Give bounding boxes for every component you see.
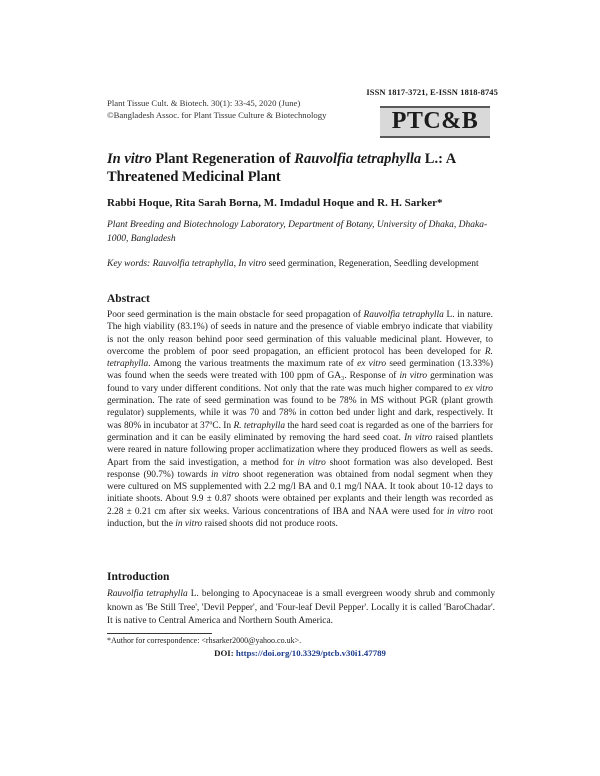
- abstract-run: Rauvolfia tetraphylla: [363, 310, 444, 320]
- abstract-run: R. tetraphylla: [107, 346, 493, 370]
- abstract-run: ex vitro: [357, 359, 387, 370]
- abstract-run: . Among the various treatments the maximum rate of: [148, 359, 358, 370]
- abstract-run: shoot regeneration was obtained from nodal segment when they were cultured on MS supplemented with 2.2 mg/l BA and 0.1 mg/l NAA. It took about 10-12 days to initiate shoots. About 9.9 ± 0.87 shoots were obtained per explants and their length was recorded as 2.28 ± 0.21 cm after six weeks. Various concentrations of IBA and NAA were used for: [107, 469, 493, 517]
- abstract-run: the hard seed coat is regarded as one of the barriers for germination and it can be easily eliminated by removing the hard seed coat.: [107, 420, 493, 443]
- intro-run: L. belonging to Apocynaceae is a small evergreen woody shrub and commonly known as 'Be Still Tree', 'Devil Pepper', and 'Four-leaf Devil Pepper'. Locally it is called 'BaroChadar'. It is native to Central America and Northern South America.: [107, 589, 496, 627]
- abstract-run: raised plantlets were reared in nature following proper acclimatization where they produced flowers as well as seeds. Apart from the said investigation, a method for: [107, 432, 493, 468]
- abstract-run: ex vitro: [464, 383, 493, 394]
- abstract-run: in vitro: [175, 519, 203, 530]
- introduction-paragraph: [107, 588, 495, 629]
- abstract-run: L. in nature. The high viability (83.1%) of seeds in nature and the presence of viable embryo indicate that viability is not the only reason behind poor seed germination of this valuable medicinal plant. However, to overcome the problem of poor seed propagation, an efficient protocol has been developed for: [107, 310, 493, 357]
- keyword-1: Rauvolfia tetraphylla: [150, 259, 234, 269]
- copyright-line: ©Bangladesh Assoc. for Plant Tissue Culture & Biotechnology: [107, 109, 327, 120]
- abstract-run: germination was found to vary under different conditions. Not only that the rate was much higher compared to: [107, 371, 494, 394]
- keywords: [107, 258, 497, 271]
- abstract-run: in vitro: [210, 469, 240, 480]
- keywords-label: Key words:: [107, 259, 151, 269]
- abstract-run: raised shoots did not produce roots.: [202, 519, 338, 530]
- title-italic-1: In vitro: [107, 151, 152, 167]
- keyword-2: In vitro: [238, 259, 267, 269]
- intro-run: Rauvolfia tetraphylla: [107, 589, 188, 599]
- keyword-sep: ,: [233, 259, 239, 269]
- title-text-1: Plant Regeneration of: [151, 151, 295, 167]
- journal-citation: [107, 98, 326, 121]
- keywords-rest: seed germination, Regeneration, Seedling development: [266, 259, 479, 269]
- abstract-body: [107, 309, 493, 530]
- abstract-run: seed germination (13.33%) was found when the seeds were treated with 100 ppm of GA₃. Response of: [107, 359, 493, 382]
- doi-link[interactable]: https://doi.org/10.3329/ptcb.v30i1.47789: [235, 648, 386, 658]
- author-list: Rabbi Hoque, Rita Sarah Borna, M. Imdadul Hoque and R. H. Sarker*: [107, 197, 443, 209]
- abstract-run: germination. The rate of seed germination was found to be 78% in MS without PGR (plant growth regulator) supplements, while it was 70 and 78% in cotton bed under light and dark, respectively. It was 80% in incubator at 37ºC. In: [107, 396, 493, 431]
- footnote-rule: [107, 633, 212, 634]
- paper-title: [107, 150, 507, 186]
- abstract-run: In vitro: [404, 432, 433, 443]
- abstract-run: root induction, but the: [107, 506, 494, 530]
- title-italic-2: Rauvolfia tetraphylla: [294, 151, 422, 167]
- issn-line: ISSN 1817-3721, E-ISSN 1818-8745: [366, 87, 498, 97]
- journal-logo: PTC&B: [380, 106, 490, 138]
- abstract-run: R. tetraphylla: [233, 420, 286, 431]
- doi-label: DOI:: [214, 648, 236, 658]
- abstract-run: in vitro: [297, 457, 326, 468]
- abstract-heading: Abstract: [107, 293, 150, 305]
- introduction-body: [107, 588, 495, 629]
- doi-line: [0, 648, 600, 658]
- title-text-2: L.: A Threatened Medicinal Plant: [107, 151, 456, 185]
- abstract-run: Poor seed germination is the main obstacle for seed propagation of: [107, 310, 364, 320]
- correspondence-footnote: *Author for correspondence: <rhsarker2000@yahoo.co.uk>.: [107, 636, 302, 645]
- abstract-run: shoot formation was also developed. Best response (90.7%) towards: [107, 457, 493, 480]
- abstract-run: in vitro: [399, 371, 428, 382]
- citation-line: Plant Tissue Cult. & Biotech. 30(1): 33-45, 2020 (June): [107, 98, 301, 108]
- introduction-heading: Introduction: [107, 571, 170, 583]
- abstract-paragraph: [107, 309, 493, 530]
- affiliation: Plant Breeding and Biotechnology Laboratory, Department of Botany, University of Dhaka, Dhaka-1000, Bangladesh: [107, 220, 488, 244]
- abstract-run: in vitro: [446, 506, 475, 517]
